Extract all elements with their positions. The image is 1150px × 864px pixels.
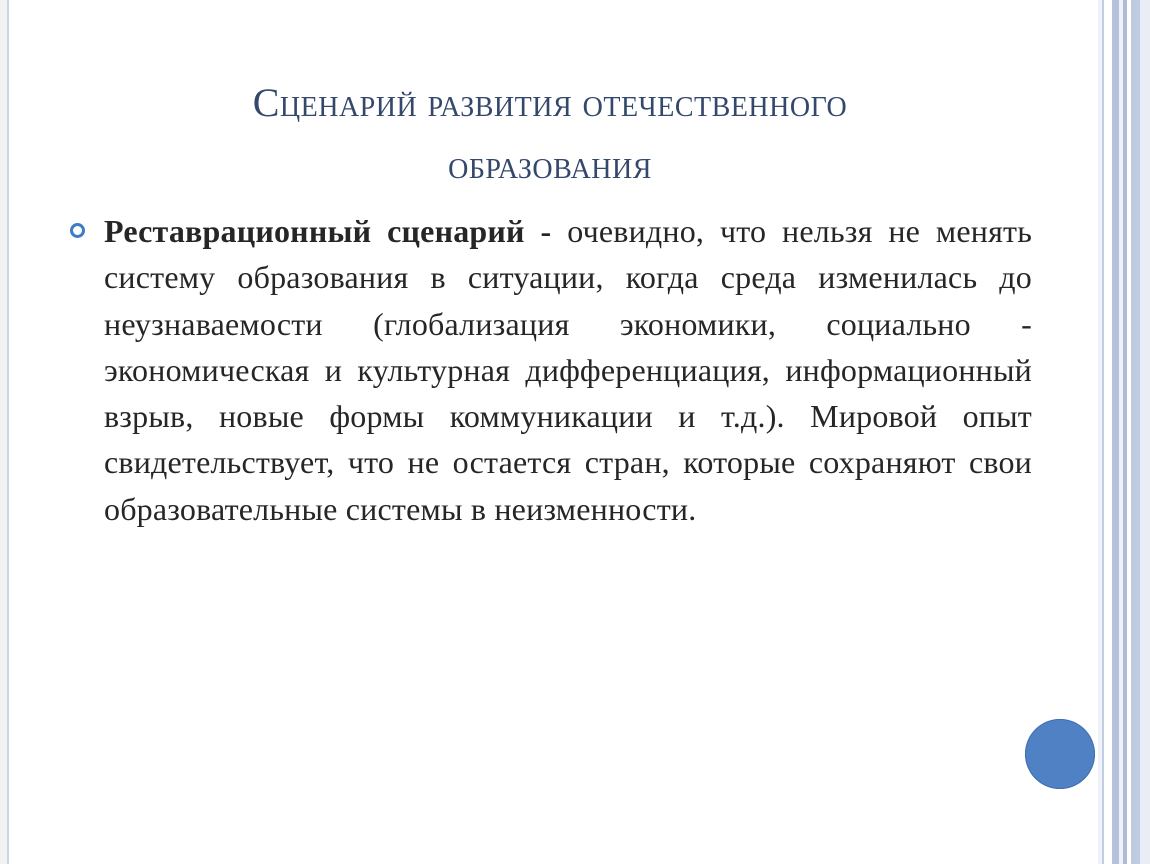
right-stripes-decoration <box>1098 0 1150 864</box>
bullet-item <box>70 208 1032 532</box>
bullet-term: Реставрационный сценарий - <box>104 213 552 249</box>
left-border-decoration <box>0 0 12 864</box>
content-area <box>70 208 1032 532</box>
title-line-2: образования <box>448 142 652 187</box>
title-line-1: Сценарий развития отечественного <box>252 80 848 125</box>
slide-title <box>90 72 1010 196</box>
circle-decoration <box>1025 719 1095 789</box>
bullet-body: очевидно, что нельзя не менять систему образования в ситуации, когда среда изменилась до неузнаваемости (глобализация экономики, социально - экономическая и культурная дифференциация, информационный взрыв, новые формы коммуникации и т.д.). Мировой опыт свидетельствует, что не остается стран, которые сохраняют свои образовательные системы в неизменности. <box>104 213 1032 527</box>
bullet-text <box>104 208 1032 532</box>
ring-bullet-icon <box>70 223 85 238</box>
